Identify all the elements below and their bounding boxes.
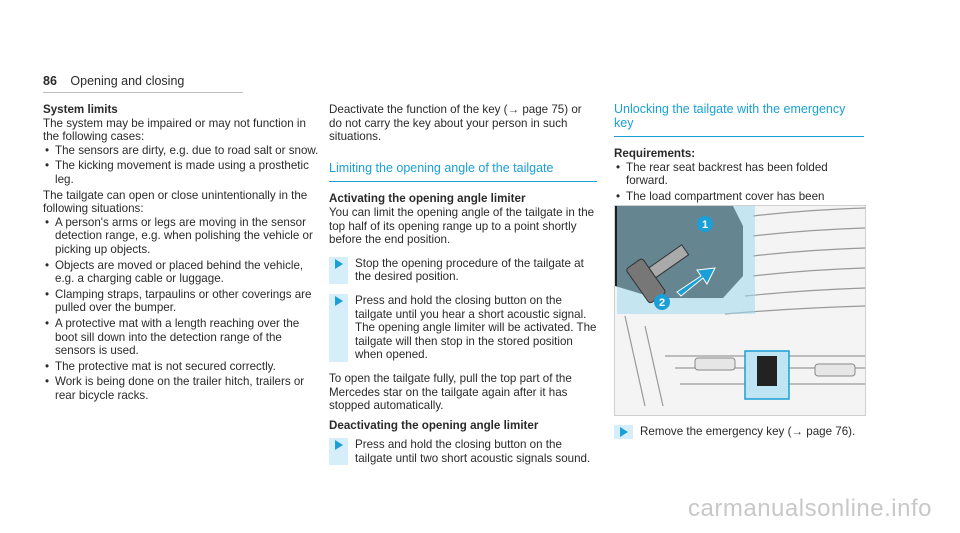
list-item: • The protective mat is not secured correctly. (43, 360, 323, 374)
list-item: • Clamping straps, tarpaulins or other coverings are pulled over the bumper. (43, 288, 323, 315)
list-item: • The sensors are dirty, e.g. due to road salt or snow. (43, 144, 323, 158)
system-limits-heading: System limits (43, 103, 118, 116)
column3-step (614, 425, 864, 449)
activating-text: You can limit the opening angle of the tailgate in the top half of its opening range up to a point shortly before the end position. (329, 205, 595, 247)
column-emergency-key (614, 103, 864, 219)
step-remove-emergency-key: Remove the emergency key (→ page 76). (614, 425, 864, 439)
column-opening-angle (329, 103, 597, 475)
open-fully-text: To open the tailgate fully, pull the top part of the Mercedes star on the tailgate again after it has stopped automatically. (329, 371, 572, 413)
step-press-hold-deactivate: Press and hold the closing button on the tailgate until two short acoustic signals sound. (329, 438, 597, 465)
step-arrow-icon (335, 259, 343, 269)
system-limits-intro: The system may be impaired or may not function in the following cases: (43, 116, 306, 144)
list-item: • A protective mat with a length reaching over the boot sill down into the detection range of the sensors is used. (43, 317, 323, 358)
step-arrow-icon (620, 427, 628, 437)
emergency-key-section-title: Unlocking the tailgate with the emergency key (614, 103, 864, 137)
activating-heading: Activating the opening angle limiter (329, 192, 526, 206)
chapter-title: Opening and closing (70, 74, 185, 88)
watermark: carmanualsonline.info (688, 495, 932, 522)
list-item: • The load compartment cover has been (614, 190, 864, 217)
limiting-section-title: Limiting the opening angle of the tailgate (329, 162, 597, 183)
step-press-hold-activate: Press and hold the closing button on the tailgate until you hear a short acoustic signal. The opening angle limiter will be activated. The tailgate will then stop in the stored position when opened. (329, 294, 597, 362)
requirements-heading: Requirements: (614, 147, 696, 161)
page-header (43, 74, 184, 88)
step-arrow-icon (335, 440, 343, 450)
list-item: • Work is being done on the trailer hitch, trailers or rear bicycle racks. (43, 375, 323, 402)
header-rule (43, 92, 243, 93)
list-item: • The rear seat backrest has been folded forward. (614, 161, 864, 188)
deactivate-key-text: Deactivate the function of the key (→ page 75) or do not carry the key about your person in such situations. (329, 103, 582, 144)
unintentional-intro: The tailgate can open or close unintentionally in the following situations: (43, 188, 308, 216)
unintentional-situations-list (43, 216, 323, 403)
figure-label-1: 1 (701, 219, 709, 231)
list-item: • Objects are moved or placed behind the vehicle, e.g. a charging cable or luggage. (43, 259, 323, 286)
figure-label-2: 2 (658, 297, 666, 309)
step-stop-opening: Stop the opening procedure of the tailgate at the desired position. (329, 257, 597, 284)
illustration-svg (615, 206, 865, 415)
deactivating-heading: Deactivating the opening angle limiter (329, 418, 539, 432)
emergency-key-illustration (614, 205, 866, 416)
page-number: 86 (43, 74, 57, 88)
list-item: • The kicking movement is made using a prosthetic leg. (43, 159, 323, 186)
impairment-cases-list (43, 144, 323, 187)
list-item: • A person's arms or legs are moving in the sensor detection range, e.g. when polishing the vehicle or picking up objects. (43, 216, 323, 257)
step-arrow-icon (335, 296, 343, 306)
column-system-limits (43, 103, 323, 404)
